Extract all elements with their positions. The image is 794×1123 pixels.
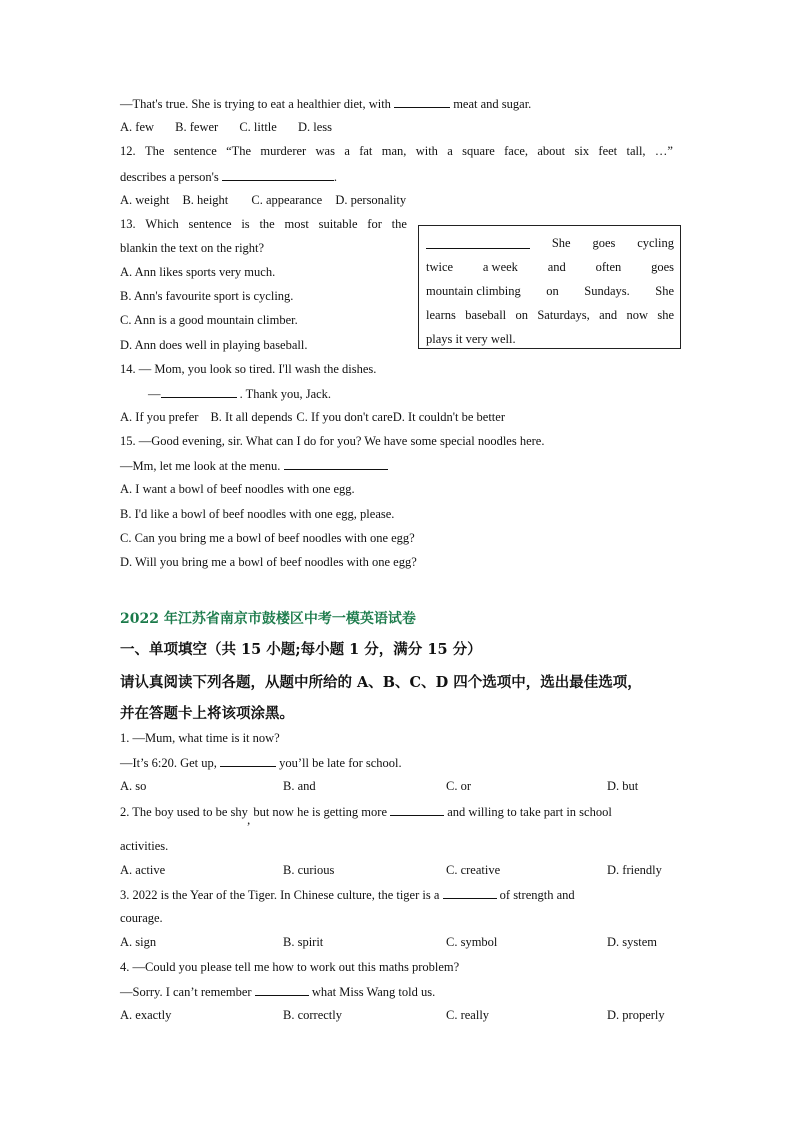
q1-option-c: C. or: [446, 779, 471, 793]
section-heading: 一、单项填空（共 15 小题;每小题 1 分，满分 15 分）: [120, 641, 482, 658]
q13-reading-box: [418, 225, 681, 349]
q3-option-c: C. symbol: [446, 935, 498, 949]
q13-option-c: C. Ann is a good mountain climber.: [120, 313, 298, 327]
q3-options: [120, 935, 672, 950]
q3-blank: [443, 887, 497, 899]
q13-option-b: B. Ann's favourite sport is cycling.: [120, 289, 294, 303]
q1-option-a: A. so: [120, 779, 147, 793]
q1-options: [120, 779, 672, 794]
q14-question: 14. — Mom, you look so tired. I'll wash the dishes.: [120, 362, 377, 376]
q12-option-c: C. appearance: [251, 193, 323, 207]
q11-option-c: C. little: [239, 120, 277, 134]
q3-question-line1: 3. 2022 is the Year of the Tiger. In Chinese culture, the tiger is a of strength and: [120, 888, 575, 902]
q11-text-after: meat and sugar.: [453, 97, 532, 111]
q12-option-d: D. personality: [335, 193, 407, 207]
q11-blank: [394, 96, 450, 108]
instructions-line1: 请认真阅读下列各题，从题中所给的 A、B、C、D 四个选项中，选出最佳选项，: [120, 674, 642, 691]
q14-blank: [161, 386, 237, 398]
q13-box-line5: plays it very well.: [426, 332, 516, 346]
q2-question-line2: activities.: [120, 839, 169, 853]
q14-option-b: B. It all depends: [210, 410, 293, 424]
q13-box-line3: mountain climbing on Sundays. She: [426, 284, 674, 298]
q4-answer-line: —Sorry. I can’t remember what Miss Wang told us.: [120, 985, 436, 999]
q13-box-line2: twice a week and often goes: [426, 260, 674, 274]
q13-option-d: D. Ann does well in playing baseball.: [120, 338, 308, 352]
q4-option-c: C. really: [446, 1008, 490, 1022]
q14-option-c: C. If you don't care: [296, 410, 393, 424]
q12-question-line1: 12. The sentence “The murderer was a fat man, with a square face, about six feet tall, …”: [120, 144, 673, 158]
q15-question: 15. —Good evening, sir. What can I do for you? We have some special noodles here.: [120, 434, 545, 448]
instructions-line2: 并在答题卡上将该项涂黑。: [120, 705, 294, 722]
q14-option-a: A. If you prefer: [120, 410, 199, 424]
q1-option-b: B. and: [283, 779, 316, 793]
q11-option-a: A. few: [120, 120, 155, 134]
q15-reply: —Mm, let me look at the menu.: [120, 458, 388, 474]
q13-question-line1: 13. Which sentence is the most suitable for the: [120, 217, 407, 231]
q3-option-a: A. sign: [120, 935, 157, 949]
q3-question-line2: courage.: [120, 911, 163, 925]
q1-question: 1. —Mum, what time is it now?: [120, 731, 280, 745]
q1-option-d: D. but: [607, 779, 639, 793]
q1-blank: [220, 755, 276, 767]
q14-reply: — . Thank you, Jack.: [148, 387, 332, 401]
exam-title: 2022 年江苏省南京市鼓楼区中考一模英语试卷: [120, 611, 416, 627]
q15-option-d: D. Will you bring me a bowl of beef noodles with one egg?: [120, 555, 417, 569]
q12-blank: [222, 169, 334, 181]
q15-blank: [284, 458, 388, 470]
q11-option-b: B. fewer: [175, 120, 219, 134]
q4-options: [120, 1008, 672, 1023]
q2-option-b: B. curious: [283, 863, 335, 877]
q4-option-a: A. exactly: [120, 1008, 172, 1022]
q15-option-a: A. I want a bowl of beef noodles with one egg.: [120, 482, 355, 496]
q1-answer-line: —It’s 6:20. Get up, you’ll be late for school.: [120, 756, 402, 770]
q12-question-line2: describes a person's .: [120, 170, 337, 184]
q4-question: 4. —Could you please tell me how to work out this maths problem?: [120, 960, 460, 974]
q14-options: [120, 410, 505, 425]
q12-options: [120, 193, 406, 208]
q2-option-a: A. active: [120, 863, 166, 877]
q4-blank: [255, 984, 309, 996]
q14-option-d: D. It couldn't be better: [392, 410, 505, 424]
q15-option-c: C. Can you bring me a bowl of beef noodles with one egg?: [120, 531, 415, 545]
q12-option-b: B. height: [182, 193, 229, 207]
q11-answer-line: [120, 96, 531, 112]
q2-option-c: C. creative: [446, 863, 501, 877]
q11-options: [120, 120, 350, 135]
q2-options: [120, 863, 672, 878]
q13-question-line2: blankin the text on the right?: [120, 241, 265, 255]
q11-text-before: —That's true. She is trying to eat a healthier diet, with: [120, 97, 391, 111]
q3-option-d: D. system: [607, 935, 657, 949]
q13-box-line4: learns baseball on Saturdays, and now she: [426, 308, 674, 322]
q13-box-blank: [426, 237, 530, 249]
q2-question-line1: 2. The boy used to be shy, but now he is getting more and willing to take part in school: [120, 805, 612, 827]
q2-blank: [390, 804, 444, 816]
q11-option-d: D. less: [297, 120, 332, 134]
q2-option-d: D. friendly: [607, 863, 662, 877]
q3-option-b: B. spirit: [283, 935, 324, 949]
q13-box-line1: She goes cycling: [426, 231, 674, 255]
q12-option-a: A. weight: [120, 193, 170, 207]
q13-option-a: A. Ann likes sports very much.: [120, 265, 276, 279]
q4-option-b: B. correctly: [283, 1008, 343, 1022]
q15-option-b: B. I'd like a bowl of beef noodles with one egg, please.: [120, 507, 395, 521]
q4-option-d: D. properly: [607, 1008, 665, 1022]
